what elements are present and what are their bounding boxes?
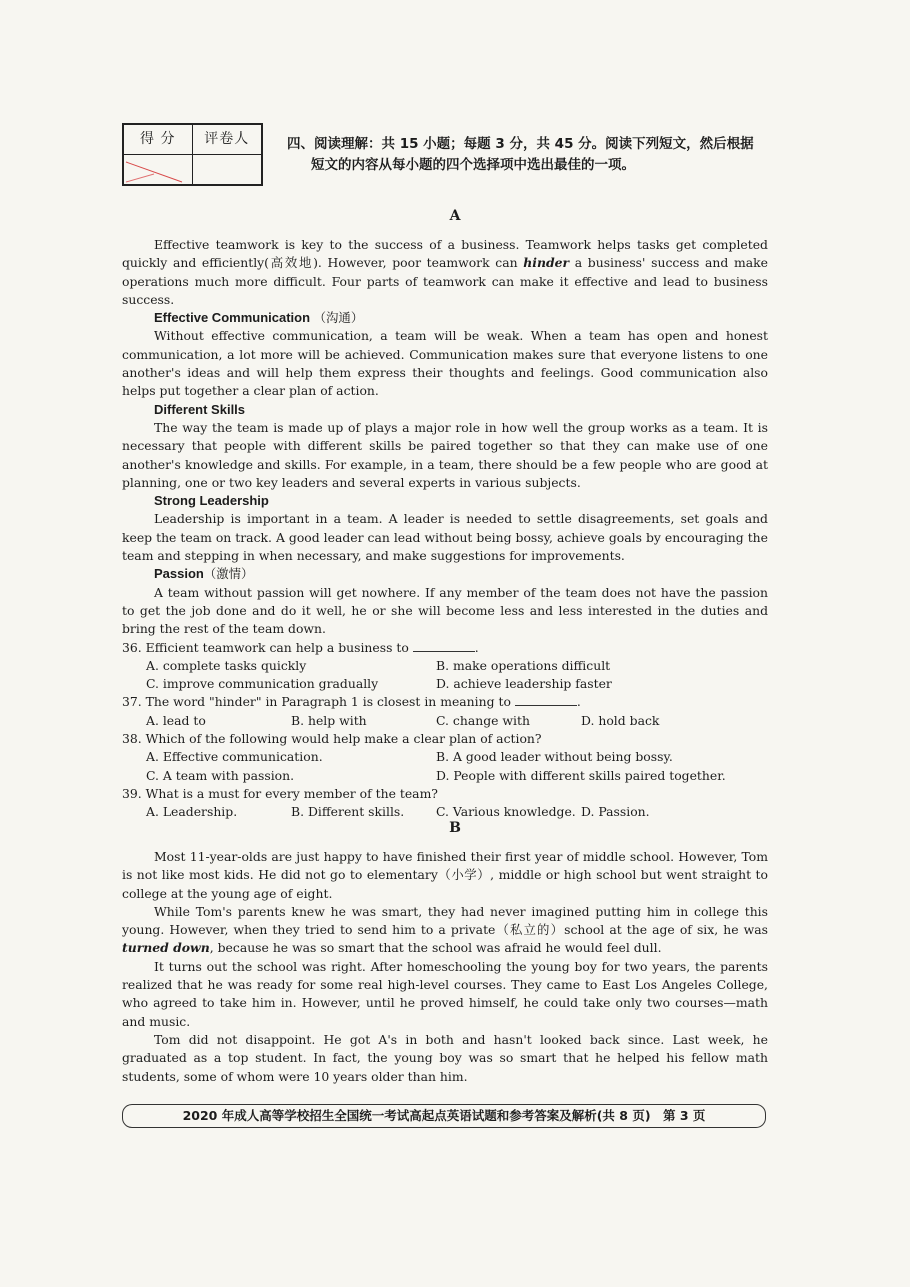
passage-a: [122, 236, 768, 822]
grader-label: 评卷人: [193, 125, 262, 155]
option-c: C. A team with passion.: [146, 767, 295, 783]
option-b: B. make operations difficult: [436, 657, 611, 673]
option-b: B. Different skills.: [291, 804, 405, 820]
passage-b-paragraph-2: While Tom's parents knew he was smart, they had never imagined putting him in college this young. However, when they tried to send him to a private（私立的）school at the age of six, he was turned down, because he was so smart that the school was afraid he would feel dull.: [122, 903, 768, 956]
turned-down-phrase: turned down: [122, 940, 210, 956]
paragraph-passion: A team without passion will get nowhere. If any member of the team does not have the passion to get the job done and do it well, he or she will become less and less interested in the duties and bring the rest of the team down.: [122, 584, 768, 637]
option-a: A. Effective communication.: [146, 749, 323, 765]
section-instructions: [287, 134, 787, 176]
heading-effective-communication: Effective Communication （沟通）: [154, 310, 364, 326]
passage-a-title: A: [449, 208, 461, 224]
paragraph-communication: Without effective communication, a team will be weak. When a team has open and honest communication, a lot more will be achieved. Communication makes sure that everyone listens to one another's ideas and will help them express their thoughts and feelings. Good communication also helps put together a clear plan of action.: [122, 328, 768, 399]
passage-b: [122, 848, 768, 1086]
option-b: B. A good leader without being bossy.: [436, 749, 673, 765]
option-d: D. achieve leadership faster: [436, 676, 612, 692]
option-d: D. hold back: [581, 712, 660, 728]
paragraph-skills: The way the team is made up of plays a major role in how well the group works as a team. It is necessary that people with different skills be paired together so that they can make use of one another's knowledge and skills. For example, in a team, there should be a few people who are good at planning, one or two key leaders and several experts in various subjects.: [122, 419, 768, 490]
heading-passion: Passion（激情）: [154, 566, 254, 582]
option-b: B. help with: [291, 712, 367, 728]
answer-blank: [515, 693, 577, 706]
question-37: 37. The word "hinder" in Paragraph 1 is closest in meaning to .: [122, 694, 581, 710]
question-36: 36. Efficient teamwork can help a business to .: [122, 639, 479, 655]
option-a: A. Leadership.: [146, 804, 238, 820]
option-c: C. improve communication gradually: [146, 676, 379, 692]
option-d: D. People with different skills paired together.: [436, 767, 726, 783]
question-39-options: [122, 803, 768, 821]
passage-b-paragraph-1: Most 11-year-olds are just happy to have finished their first year of middle school. However, Tom is not like most kids. He did not go to elementary（小学）, middle or high school but went straight to college at the young age of eight.: [122, 849, 768, 901]
instructions-line-2: 短文的内容从每小题的四个选择项中选出最佳的一项。: [311, 157, 635, 173]
red-pen-mark-icon: [124, 160, 184, 184]
hinder-word: hinder: [523, 255, 570, 271]
option-a: A. lead to: [146, 712, 206, 728]
instructions-line-1: 四、阅读理解：共 15 小题；每题 3 分，共 45 分。阅读下列短文，然后根据: [287, 136, 754, 152]
question-36-options: [122, 657, 768, 675]
question-38-options: [122, 748, 768, 766]
question-36-options-2: [122, 675, 768, 693]
question-38-options-2: [122, 767, 768, 785]
answer-blank: [413, 639, 475, 652]
paragraph-leadership: Leadership is important in a team. A leader is needed to settle disagreements, set goals and keep the team on track. A good leader can lead without being bossy, achieve goals by encouraging the team and stepping in when necessary, and make suggestions for improvements.: [122, 511, 768, 564]
passage-b-title: B: [449, 820, 461, 836]
option-a: A. complete tasks quickly: [146, 657, 307, 673]
question-39: 39. What is a must for every member of the team?: [122, 785, 438, 801]
question-37-options: [122, 712, 768, 730]
score-label: 得 分: [124, 125, 193, 155]
heading-strong-leadership: Strong Leadership: [154, 493, 269, 509]
passage-b-paragraph-3: It turns out the school was right. After homeschooling the young boy for two years, the parents realized that he was ready for some real high-level courses. They came to East Los Angeles College, who agreed to take him in. However, until he proved himself, he could take only two courses—math and music.: [122, 958, 768, 1029]
option-c: C. change with: [436, 712, 530, 728]
passage-b-paragraph-4: Tom did not disappoint. He got A's in both and hasn't looked back since. Last week, he graduated as a top student. In fact, the young boy was so smart that he helped his fellow math students, some of whom were 10 years older than him.: [122, 1031, 768, 1084]
grader-cell: [193, 155, 262, 184]
option-c: C. Various knowledge.: [436, 804, 576, 820]
passage-a-intro: Effective teamwork is key to the success of a business. Teamwork helps tasks get completed quickly and efficiently(高效地). However, poor teamwork can hinder a business' success and make operations much more difficult. Four parts of teamwork can make it effective and lead to business success.: [122, 237, 768, 307]
heading-different-skills: Different Skills: [154, 401, 246, 417]
question-38: 38. Which of the following would help make a clear plan of action?: [122, 731, 542, 747]
option-d: D. Passion.: [581, 804, 650, 820]
page-footer: 2020 年成人高等学校招生全国统一考试高起点英语试题和参考答案及解析(共 8 页) 第 3 页: [122, 1104, 766, 1128]
